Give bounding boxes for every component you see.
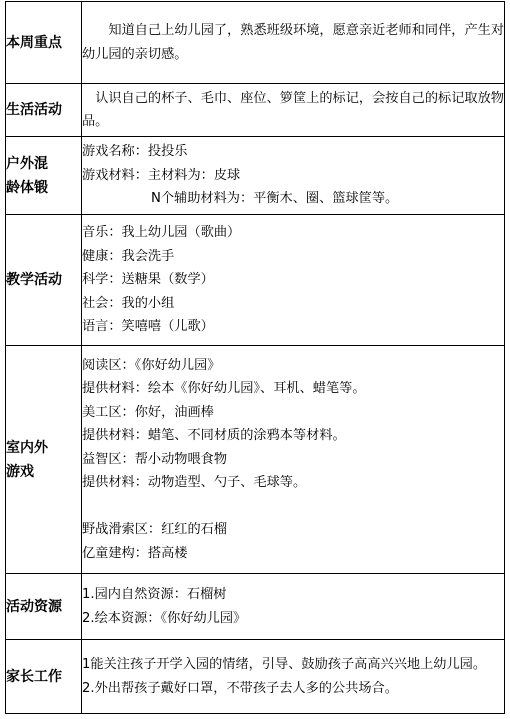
table-row: [6, 215, 505, 346]
content-line: 亿童建构：搭高楼: [82, 545, 188, 561]
content-line: 科学：送糖果（数学）: [82, 272, 214, 288]
content-line: 提供材料：动物造型、勺子、毛球等。: [82, 475, 307, 491]
content-line: 阅读区：《你好幼儿园》: [82, 357, 221, 373]
row-content: [82, 640, 505, 714]
row-content: 知道自己上幼儿园了，熟悉班级环境，愿意亲近老师和同伴，产生对幼儿园的亲切感。: [82, 2, 505, 84]
content-line: 野战滑索区：红红的石榴: [82, 522, 228, 538]
content-line: 游戏名称：投投乐: [82, 144, 188, 160]
blank-line: [82, 495, 504, 519]
content-line: 提供材料：蜡笔、不同材质的涂鸦本等材料。: [82, 428, 346, 444]
table-row: [6, 640, 505, 714]
row-content: 认识自己的杯子、毛巾、座位、箩筐上的标记，会按自己的标记取放物品。: [82, 84, 505, 137]
table-row: [6, 2, 505, 84]
table-row: [6, 84, 505, 137]
content-line: 游戏材料：主材料为：皮球: [82, 167, 241, 183]
row-content: [82, 346, 505, 574]
table-row: [6, 574, 505, 640]
row-label-line: 龄体锻: [6, 179, 48, 196]
row-label: [6, 137, 82, 215]
row-content: [82, 137, 505, 215]
content-line: 社会：我的小组: [82, 295, 175, 311]
row-content: [82, 215, 505, 346]
row-label: 活动资源: [6, 574, 82, 640]
content-line: N个辅助材料为：平衡木、圈、篮球筐等。: [151, 191, 399, 207]
table-row: [6, 346, 505, 574]
row-label: [6, 346, 82, 574]
content-line: 提供材料：绘本《你好幼儿园》、耳机、蜡笔等。: [82, 381, 366, 397]
content-line: 2.外出帮孩子戴好口罩，不带孩子去人多的公共场合。: [82, 680, 398, 696]
content-line: 健康：我会洗手: [82, 248, 175, 264]
content-line: 音乐：我上幼儿园（歌曲）: [82, 225, 241, 241]
content-line: 1.园内自然资源：石榴树: [82, 587, 227, 602]
row-label: 生活活动: [6, 84, 82, 137]
row-label-line: 游戏: [6, 463, 34, 480]
row-label-line: 户外混: [6, 155, 48, 172]
row-label: 本周重点: [6, 2, 82, 84]
content-line: 益智区：帮小动物喂食物: [82, 451, 228, 467]
content-line: 美工区：你好，油画棒: [82, 404, 214, 420]
weekly-plan-table: [5, 1, 505, 714]
content-paragraph: 1能关注孩子开学入园的情绪，引导、鼓励孩子高高兴兴地上幼儿园。: [82, 657, 487, 672]
row-label-line: 室内外: [6, 439, 48, 456]
content-line: 2.绘本资源：《你好幼儿园》: [82, 610, 247, 626]
row-content: [82, 574, 505, 640]
row-label: 教学活动: [6, 215, 82, 346]
row-label: 家长工作: [6, 640, 82, 714]
content-line: 语言：笑嘻嘻（儿歌）: [82, 319, 214, 335]
table-row: [6, 137, 505, 215]
